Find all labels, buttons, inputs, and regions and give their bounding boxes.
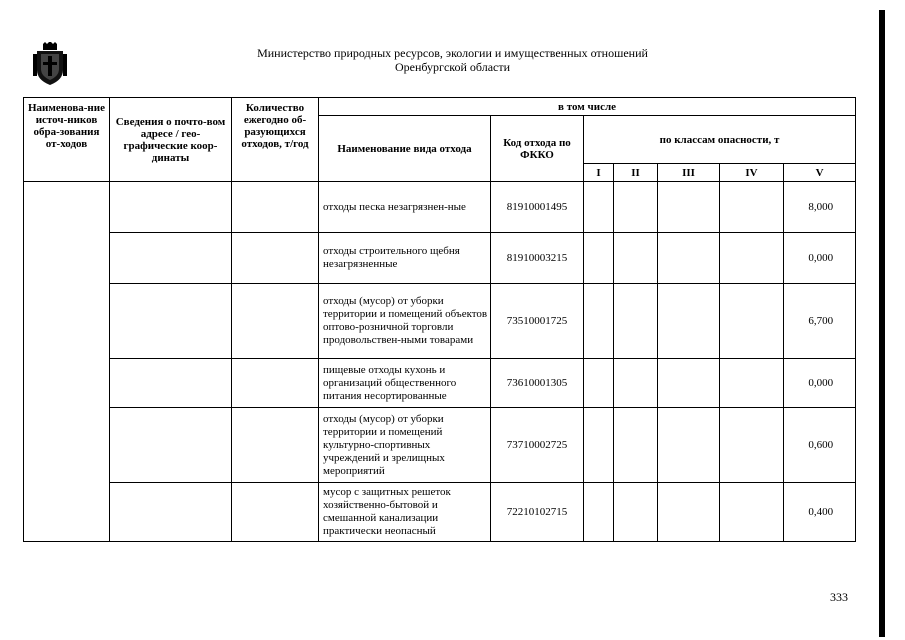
table-row [24, 483, 856, 542]
address-cell [110, 182, 232, 233]
class-iv-cell [720, 359, 784, 408]
header-class-i: I [584, 164, 614, 182]
class-i-cell [584, 408, 614, 483]
address-cell [110, 233, 232, 284]
header-fkko: Код отхода по ФККО [491, 116, 584, 182]
waste-name-cell: отходы (мусор) от уборки территории и помещений объектов оптово-розничной торговли продовольствен-ными товарами [319, 284, 491, 359]
class-iv-cell [720, 233, 784, 284]
class-iii-cell [658, 359, 720, 408]
region-name: Оренбургской области [394, 60, 511, 74]
class-v-cell: 6,700 [784, 284, 856, 359]
fkko-code-cell: 72210102715 [491, 483, 584, 542]
table-row [24, 233, 856, 284]
class-iv-cell [720, 182, 784, 233]
class-ii-cell [614, 359, 658, 408]
quantity-cell [232, 284, 319, 359]
fkko-code-cell: 81910003215 [491, 233, 584, 284]
class-iii-cell [658, 233, 720, 284]
waste-name-cell: отходы (мусор) от уборки территории и помещений культурно-спортивных учреждений и зрелищных мероприятий [319, 408, 491, 483]
header-waste-name: Наименование вида отхода [319, 116, 491, 182]
class-ii-cell [614, 284, 658, 359]
class-ii-cell [614, 408, 658, 483]
class-ii-cell [614, 483, 658, 542]
class-i-cell [584, 284, 614, 359]
address-cell [110, 483, 232, 542]
header-class-v: V [784, 164, 856, 182]
coat-of-arms-icon [33, 42, 67, 86]
class-ii-cell [614, 182, 658, 233]
quantity-cell [232, 182, 319, 233]
address-cell [110, 284, 232, 359]
class-i-cell [584, 359, 614, 408]
waste-name-cell: пищевые отходы кухонь и организаций общественного питания несортированные [319, 359, 491, 408]
ministry-name: Министерство природных ресурсов, экологии и имущественных отношений [257, 46, 648, 60]
address-cell [110, 408, 232, 483]
waste-name-cell: отходы строительного щебня незагрязненные [319, 233, 491, 284]
quantity-cell [232, 233, 319, 284]
page-edge-bar [879, 10, 885, 637]
class-v-cell: 8,000 [784, 182, 856, 233]
header-class-iii: III [658, 164, 720, 182]
quantity-cell [232, 408, 319, 483]
waste-name-cell: мусор с защитных решеток хозяйственно-бытовой и смешанной канализации практически неопасный [319, 483, 491, 542]
table-row [24, 182, 856, 233]
ministry-header [200, 46, 705, 74]
header-class-iv: IV [720, 164, 784, 182]
class-iii-cell [658, 483, 720, 542]
class-iv-cell [720, 483, 784, 542]
class-v-cell: 0,400 [784, 483, 856, 542]
class-iii-cell [658, 408, 720, 483]
waste-table [23, 97, 856, 542]
class-v-cell: 0,600 [784, 408, 856, 483]
header-class-ii: II [614, 164, 658, 182]
source-cell [24, 182, 110, 542]
quantity-cell [232, 483, 319, 542]
header-classes: по классам опасности, т [584, 116, 856, 164]
header-address: Сведения о почто-вом адресе / гео-графические коор-динаты [110, 98, 232, 182]
quantity-cell [232, 359, 319, 408]
page-number: 333 [830, 590, 848, 604]
class-i-cell [584, 483, 614, 542]
class-i-cell [584, 182, 614, 233]
header-source: Наименова-ние источ-ников обра-зования от-ходов [24, 98, 110, 182]
table-row [24, 408, 856, 483]
fkko-code-cell: 73710002725 [491, 408, 584, 483]
table-row [24, 359, 856, 408]
class-ii-cell [614, 233, 658, 284]
class-v-cell: 0,000 [784, 359, 856, 408]
class-iv-cell [720, 408, 784, 483]
class-v-cell: 0,000 [784, 233, 856, 284]
class-iv-cell [720, 284, 784, 359]
table-row [24, 284, 856, 359]
header-quantity: Количество ежегодно об-разующихся отходов, т/год [232, 98, 319, 182]
header-including: в том числе [319, 98, 856, 116]
address-cell [110, 359, 232, 408]
fkko-code-cell: 81910001495 [491, 182, 584, 233]
class-iii-cell [658, 284, 720, 359]
fkko-code-cell: 73510001725 [491, 284, 584, 359]
waste-name-cell: отходы песка незагрязнен-ные [319, 182, 491, 233]
class-i-cell [584, 233, 614, 284]
class-iii-cell [658, 182, 720, 233]
fkko-code-cell: 73610001305 [491, 359, 584, 408]
